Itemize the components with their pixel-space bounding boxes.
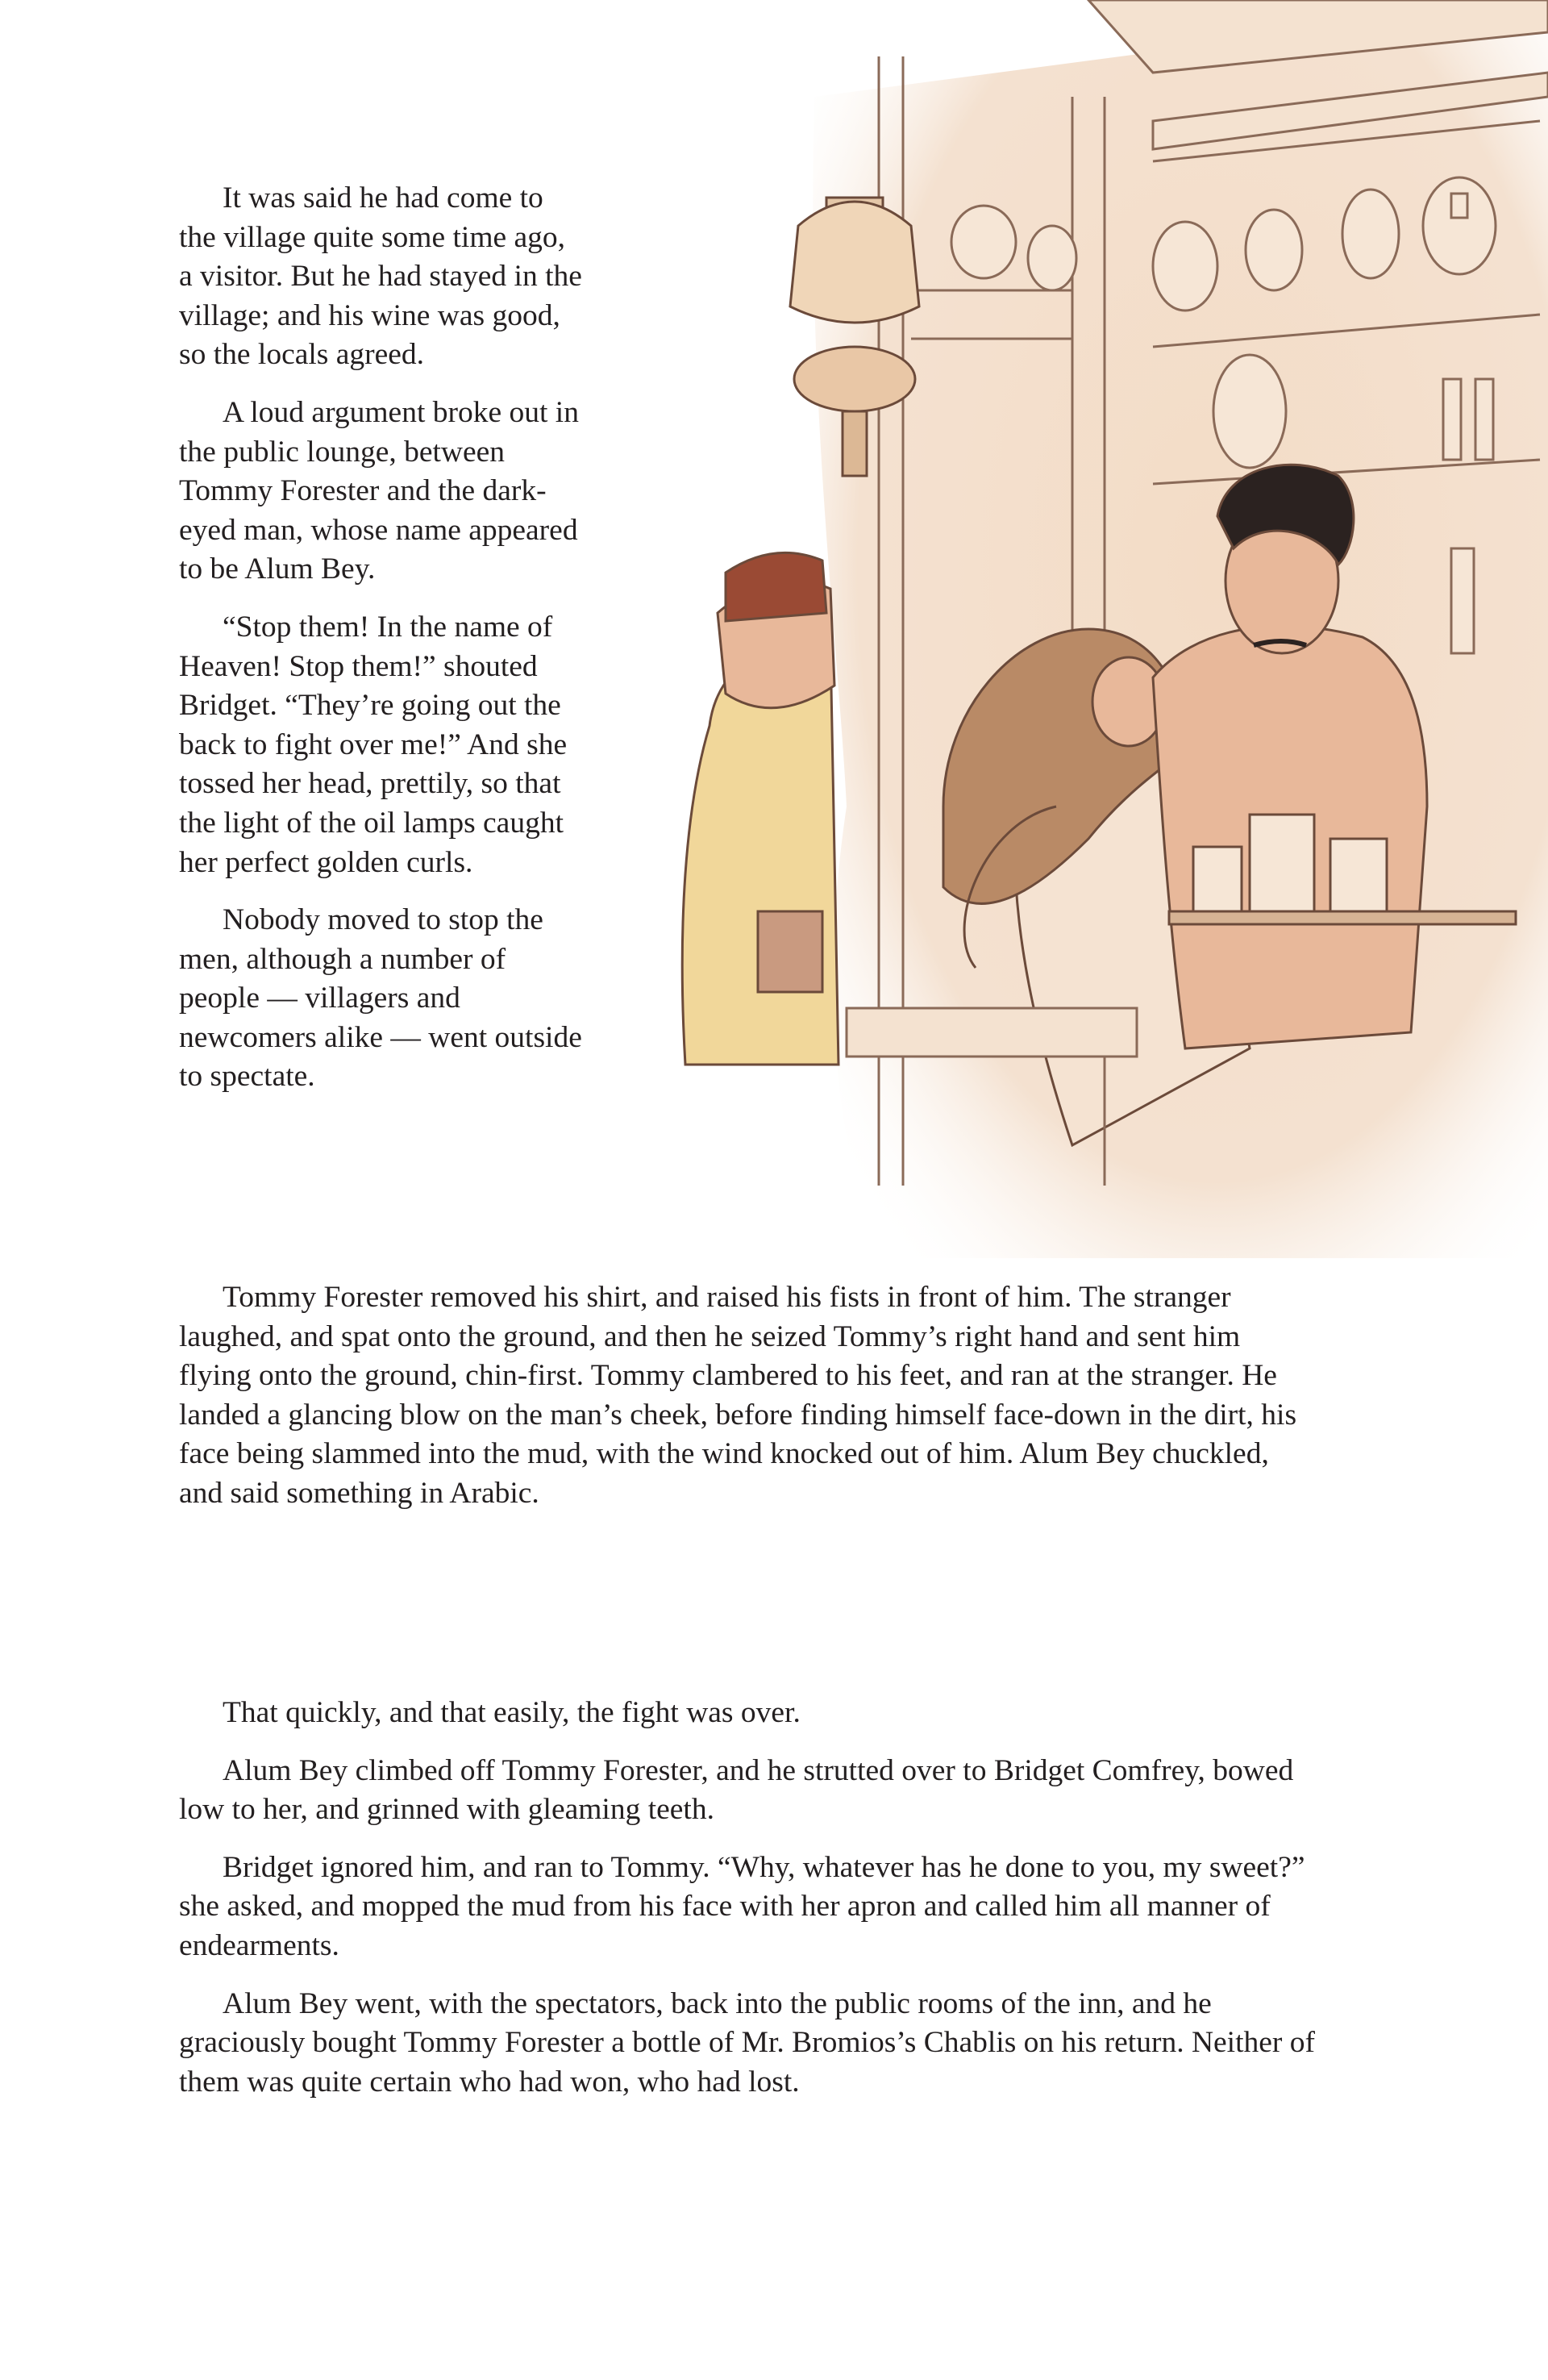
paragraph-8: Bridget ignored him, and ran to Tommy. “Why, whatever has he done to you, my sweet?” she asked, and mopped the mud from his face with her apron and called him all manner of endearments. bbox=[179, 1850, 1305, 1962]
man-with-fez bbox=[682, 552, 838, 1065]
paragraph-2: A loud argument broke out in the public lounge, between Tommy Forester and the dark-eyed man, whose name appeared to be Alum Bey. bbox=[179, 395, 579, 586]
tavern-scene-illustration bbox=[637, 0, 1548, 1290]
paragraph-3: “Stop them! In the name of Heaven! Stop them!” shouted Bridget. “They’re going out the back to fight over me!” And she tossed her head, prettily, so that the light of the oil lamps caught her perfect golden curls. bbox=[179, 610, 568, 879]
paragraph-1: It was said he had come to the village quite some time ago, a visitor. But he had stayed in the village; and his wine was good, so the locals agreed. bbox=[179, 181, 582, 372]
fight-text-block bbox=[179, 1278, 1316, 1532]
paragraph-4: Nobody moved to stop the men, although a number of people — villagers and newcomers alike — went outside to spectate. bbox=[179, 903, 582, 1094]
narrow-text-column bbox=[179, 179, 582, 1115]
fight-paragraph: Tommy Forester removed his shirt, and raised his fists in front of him. The stranger laughed, and spat onto the ground, and then he seized Tommy’s right hand and sent him flying onto the ground, chin-first. Tommy clambered to his feet, and ran at the stranger. He landed a glancing blow on the man’s cheek, before finding himself face-down in the dirt, his face being slammed into the mud, with the wind knocked out of him. Alum Bey chuckled, and said something in Arabic. bbox=[179, 1281, 1297, 1510]
wide-text-column bbox=[179, 1694, 1316, 2120]
paragraph-9: Alum Bey went, with the spectators, back into the public rooms of the inn, and he graciously bought Tommy Forester a bottle of Mr. Bromios’s Chablis on his return. Neither of them was quite certain who had won, who had lost. bbox=[179, 1986, 1316, 2099]
paragraph-6: That quickly, and that easily, the fight was over. bbox=[223, 1696, 801, 1729]
paragraph-7: Alum Bey climbed off Tommy Forester, and he strutted over to Bridget Comfrey, bowed low to her, and grinned with gleaming teeth. bbox=[179, 1753, 1294, 1827]
